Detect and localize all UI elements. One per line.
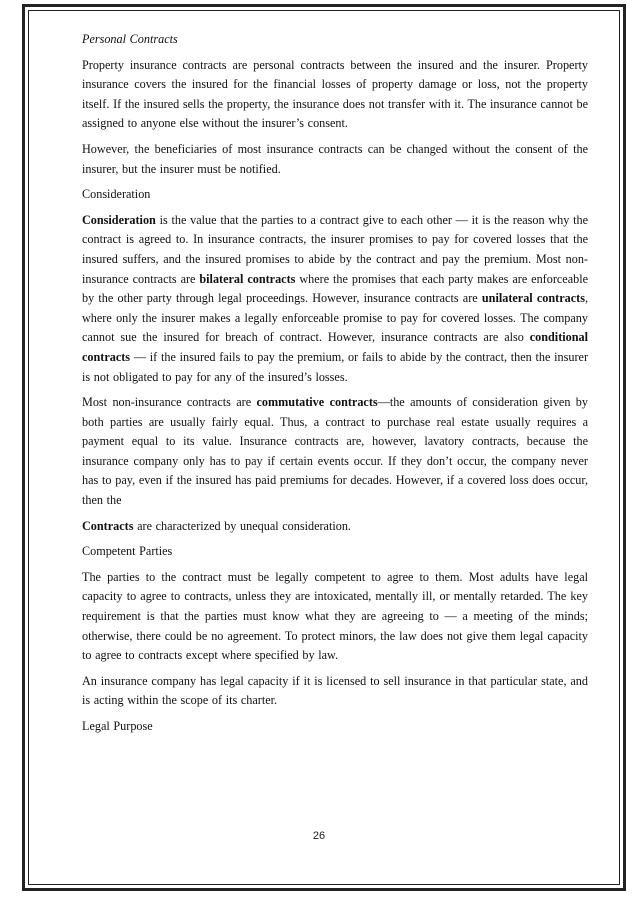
paragraph-personal-1: Property insurance contracts are personal contracts between the insured and the insurer. Property insurance covers the insured for the financial losses of property damage or loss, not the property itself. If the insured sells the property, the insurance does not transfer with it. The insurance cannot be assigned to anyone else without the insurer’s consent. <box>82 57 589 131</box>
page-number: 26 <box>312 830 326 842</box>
heading-consideration: Consideration <box>82 187 151 202</box>
text-segment: — if the insured fails to pay the premium, or fails to abide by the contract, then the insurer is not obligated to pay for any of the insured’s losses. <box>82 349 588 384</box>
text-segment: —the amounts of consideration given by both parties are usually fairly equal. Thus, a contract to purchase real estate usually requires a payment equal to its value. Insurance contracts are, however, lavatory contracts, because the insurance company only has to pay if certain events occur. If they don’t occur, the company never has to pay, even if the insured has paid premiums for decades. However, if a covered loss does occur, then the <box>82 395 588 508</box>
paragraph-competent-1: The parties to the contract must be legally competent to agree to them. Most adults have legal capacity to agree to contracts, unless they are intoxicated, mentally ill, or mentally retarded. The key requirement is that the parties must know what they are agreeing to — a meeting of the minds; otherwise, there could be no agreement. To protect minors, the law does not give them legal capacity to agree to contracts except where specified by law. <box>82 569 588 663</box>
heading-personal-contracts: Personal Contracts <box>82 32 178 46</box>
text-segment: , where only the insurer makes a legally enforceable promise to pay for covered losses. The company cannot sue the insured for breach of contract. However, insurance contracts are also <box>82 291 588 345</box>
text-segment: where the promises that each party makes are enforceable by the other party through legal proceedings. However, insurance contracts are <box>82 271 588 306</box>
paragraph-personal-2: However, the beneficiaries of most insurance contracts can be changed without the consent of the insurer, but the insurer must be notified. <box>82 141 588 176</box>
paragraph-consideration-1 <box>82 211 588 387</box>
term-contracts: Contracts <box>82 518 134 533</box>
term-consideration: Consideration <box>82 212 156 227</box>
text-segment: are characterized by unequal consideration. <box>133 518 351 533</box>
term-unilateral-contracts: unilateral contracts <box>481 291 585 306</box>
document-body <box>82 30 588 743</box>
term-conditional-contracts: conditional contracts <box>82 330 588 364</box>
paragraph-competent-2: An insurance company has legal capacity if it is licensed to sell insurance in that particular state, and is acting within the scope of its charter. <box>82 673 588 708</box>
text-segment: is the value that the parties to a contract give to each other — it is the reason why the contract is agreed to. In insurance contracts, the insurer promises to pay for covered losses that the insured suffers, and the insured promises to abide by the contract and pay the premium. Most non-insurance contracts are <box>82 212 588 286</box>
term-bilateral-contracts: bilateral contracts <box>199 271 296 286</box>
heading-legal-purpose: Legal Purpose <box>82 719 153 733</box>
paragraph-consideration-3 <box>82 517 588 537</box>
heading-competent-parties: Competent Parties <box>82 544 173 559</box>
paragraph-consideration-2 <box>82 393 588 511</box>
text-segment: Most non-insurance contracts are <box>82 395 257 410</box>
term-commutative-contracts: commutative contracts <box>256 395 378 410</box>
